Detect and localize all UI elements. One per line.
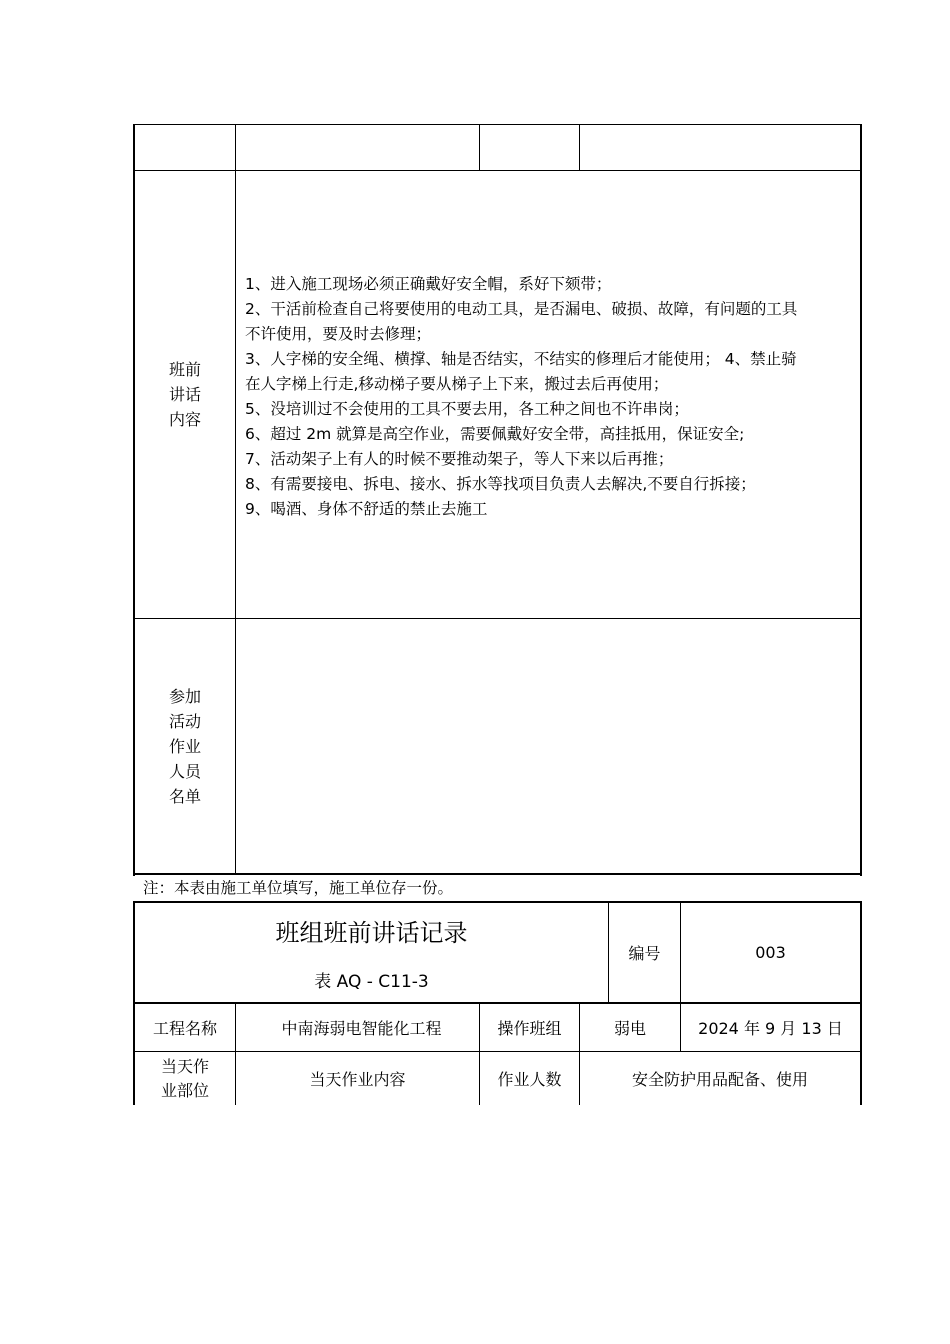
talk-label-line-2: 讲话 [168,385,201,404]
talk-line: 2、干活前检查自己将要使用的电动工具，是否漏电、破损、故障，有问题的工具 [245,300,798,318]
empty-cell-ppe [580,125,860,170]
work-content-label: 当天作业内容 [309,1070,406,1089]
empty-cell-location [135,125,235,170]
date-value: 2024 年 9 月 13 日 [698,1019,843,1038]
team-label: 操作班组 [497,1019,562,1038]
form-code: 表 AQ - C11-3 [314,971,429,992]
number-label: 编号 [628,944,661,963]
footer-note: 注：本表由施工单位填写，施工单位存一份。 [143,879,454,897]
participants-label-line-2: 活动 [168,711,201,731]
workers-count-label: 作业人数 [497,1070,562,1089]
talk-line: 1、进入施工现场必须正确戴好安全帽，系好下颏带； [245,275,612,293]
talk-line: 5、没培训过不会使用的工具不要去用，各工种之间也不许串岗； [245,400,689,418]
talk-line: 在人字梯上行走,移动梯子要从梯子上下来，搬过去后再使用； [245,375,669,393]
talk-line: 9、喝酒、身体不舒适的禁止去施工 [245,500,488,518]
ppe-label: 安全防护用品配备、使用 [631,1070,808,1089]
talk-line: 不许使用，要及时去修理； [245,325,432,343]
form-title: 班组班前讲话记录 [275,918,468,947]
talk-line: 3、人字梯的安全绳、横撑、轴是否结实，不结实的修理后才能使用； 4、禁止骑 [245,350,797,368]
talk-line: 7、活动架子上有人的时候不要推动架子，等人下来以后再推； [245,450,674,468]
talk-line: 8、有需要接电、拆电、接水、拆水等找项目负责人去解决,不要自行拆接； [245,475,756,493]
empty-cell-content [236,125,479,170]
participants-label-line-3: 作业 [168,736,201,756]
talk-label-line-1: 班前 [168,360,201,379]
project-name-label: 工程名称 [152,1019,217,1038]
talk-line: 6、超过 2m 就算是高空作业，需要佩戴好安全带，高挂抵用，保证安全; [245,425,745,443]
project-name-value: 中南海弱电智能化工程 [281,1019,442,1038]
number-value: 003 [755,943,786,962]
work-location-label-line-2: 业部位 [160,1080,209,1100]
talk-content-text [245,272,855,522]
participants-label-line-4: 人员 [168,761,201,781]
work-location-label-line-1: 当天作 [160,1056,209,1076]
participants-label-line-1: 参加 [168,686,201,706]
participants-list [236,619,860,873]
talk-content-label [135,171,235,618]
talk-label-line-3: 内容 [168,410,201,429]
empty-cell-workers [480,125,579,170]
work-location-label [135,1052,235,1105]
participants-label-line-5: 名单 [168,786,201,806]
participants-label [135,619,235,873]
team-value: 弱电 [613,1019,646,1038]
